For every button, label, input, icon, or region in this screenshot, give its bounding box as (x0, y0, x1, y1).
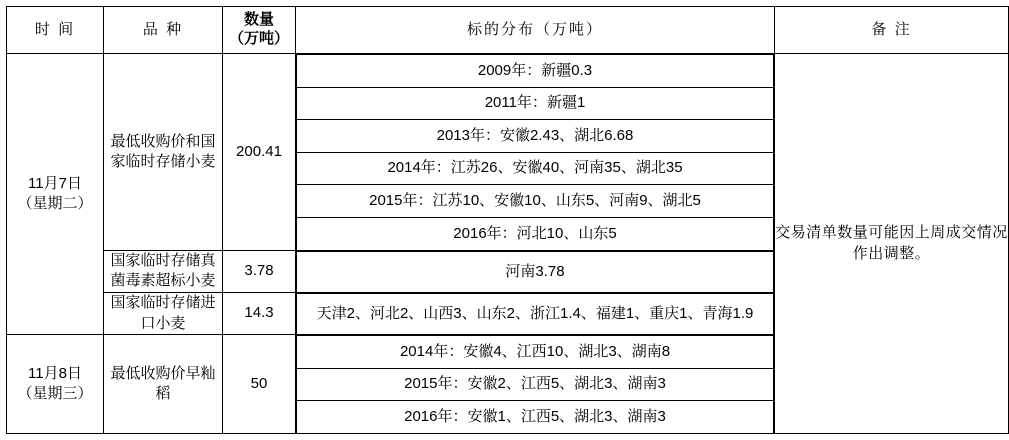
header-variety: 品 种 (104, 7, 223, 54)
distribution-cell (296, 292, 775, 334)
time-cell-nov8 (7, 335, 104, 434)
distribution-item (297, 217, 774, 249)
time-cell-nov7 (7, 54, 104, 335)
variety-cell: 国家临时存储真菌毒素超标小麦 (104, 250, 223, 292)
quantity-cell: 14.3 (223, 292, 296, 334)
header-quantity (223, 7, 296, 54)
distribution-text: 2013年：安徽2.43、湖北6.68 (297, 120, 774, 153)
distribution-item (297, 55, 774, 88)
distribution-item (297, 120, 774, 153)
distribution-text: 2016年：河北10、山东5 (297, 217, 774, 249)
distribution-cell (296, 335, 775, 434)
distribution-text: 河南3.78 (297, 251, 774, 292)
variety-cell: 最低收购价和国家临时存储小麦 (104, 54, 223, 251)
header-remark: 备 注 (775, 7, 1009, 54)
schedule-table (6, 6, 1009, 434)
quantity-cell: 200.41 (223, 54, 296, 251)
variety-cell: 国家临时存储进口小麦 (104, 292, 223, 334)
distribution-text: 2016年：安徽1、江西5、湖北3、湖南3 (297, 401, 774, 433)
distribution-text: 2014年：安徽4、江西10、湖北3、湖南8 (297, 336, 774, 369)
distribution-list (296, 293, 774, 334)
distribution-item (297, 293, 774, 334)
distribution-item (297, 185, 774, 218)
distribution-text: 2011年：新疆1 (297, 87, 774, 120)
header-quantity-line1: 数量 (243, 11, 274, 29)
time-weekday: （星期三） (17, 385, 93, 403)
distribution-text: 天津2、河北2、山西3、山东2、浙江1.4、福建1、重庆1、青海1.9 (297, 293, 774, 334)
distribution-item (297, 336, 774, 369)
distribution-text: 2015年：江苏10、安徽10、山东5、河南9、湖北5 (297, 185, 774, 218)
time-date: 11月7日 (28, 174, 82, 192)
distribution-item (297, 401, 774, 433)
distribution-item (297, 251, 774, 292)
quantity-cell: 3.78 (223, 250, 296, 292)
distribution-item (297, 87, 774, 120)
distribution-item (297, 368, 774, 401)
header-quantity-line2: （万吨） (228, 30, 289, 47)
table-row (7, 54, 1009, 251)
header-row (7, 7, 1009, 54)
distribution-list (296, 251, 774, 292)
remark-cell: 交易清单数量可能因上周成交情况作出调整。 (775, 54, 1009, 434)
distribution-cell (296, 54, 775, 251)
time-date: 11月8日 (28, 364, 82, 382)
table-body (7, 54, 1009, 434)
quantity-cell: 50 (223, 335, 296, 434)
distribution-text: 2015年：安徽2、江西5、湖北3、湖南3 (297, 368, 774, 401)
distribution-text: 2009年：新疆0.3 (297, 55, 774, 88)
distribution-item (297, 152, 774, 185)
distribution-cell (296, 250, 775, 292)
distribution-list (296, 335, 774, 433)
time-weekday: （星期二） (17, 195, 93, 213)
distribution-list (296, 54, 774, 250)
table-header (7, 7, 1009, 54)
header-distribution: 标的分布（万吨） (296, 7, 775, 54)
header-time: 时 间 (7, 7, 104, 54)
variety-cell: 最低收购价早籼稻 (104, 335, 223, 434)
distribution-text: 2014年：江苏26、安徽40、河南35、湖北35 (297, 152, 774, 185)
